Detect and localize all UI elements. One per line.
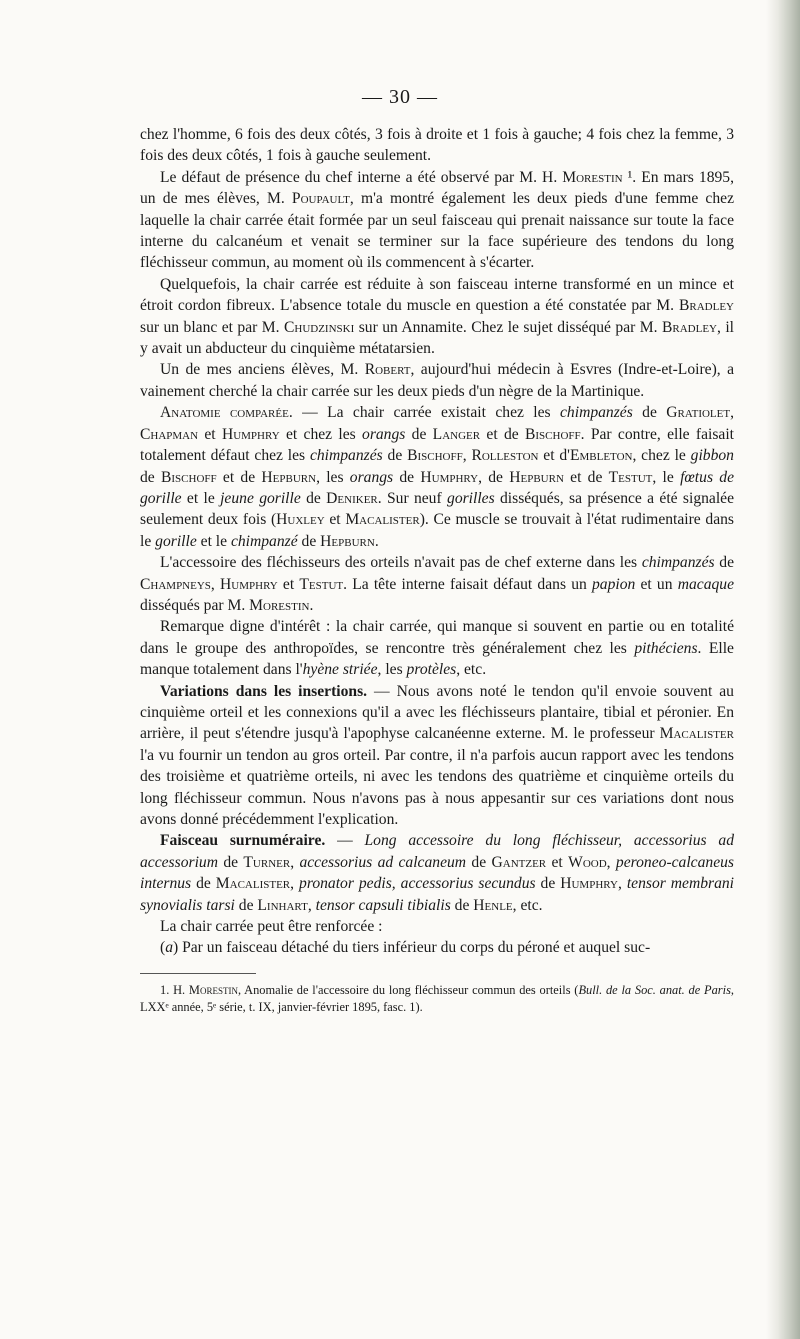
text-run: . xyxy=(309,596,314,614)
italic-term: papion xyxy=(591,575,636,593)
body-text xyxy=(140,124,734,1016)
name-smallcaps: Hepburn xyxy=(261,468,317,486)
page-edge-shadow xyxy=(766,0,800,1339)
name-smallcaps: Chapman xyxy=(140,425,199,443)
text-run: et de xyxy=(216,468,262,486)
name-smallcaps: Humphry xyxy=(220,575,278,593)
name-smallcaps: Poupault xyxy=(291,190,350,208)
italic-term: Bull. de la Soc. anat. de Paris xyxy=(578,982,731,997)
name-smallcaps: Bradley xyxy=(678,297,734,315)
text-run: disséqués, sa présence a été signalée seulement deux fois ( xyxy=(140,489,735,529)
text-run: — La chair carrée existait chez les xyxy=(292,404,561,422)
name-smallcaps: Deniker xyxy=(326,489,378,507)
italic-term: tensor capsuli tibialis xyxy=(315,896,451,914)
text-run: ( xyxy=(160,939,166,957)
paragraph xyxy=(140,616,734,680)
text-run: de xyxy=(466,853,492,871)
text-run: et d' xyxy=(538,447,570,465)
name-smallcaps: Macalister xyxy=(659,725,734,743)
text-run: . xyxy=(374,532,379,550)
name-smallcaps: Macalister xyxy=(345,511,420,529)
text-run: et un xyxy=(635,575,678,593)
paragraph xyxy=(140,830,734,916)
text-run: , LXXᵉ année, 5ᵉ série, t. IX, janvier-février 1895, fasc. 1). xyxy=(140,982,735,1014)
text-run: ¹. En mars 1895, un de mes élèves, M. xyxy=(140,168,734,208)
italic-term: tensor membrani synovialis tarsi xyxy=(140,875,735,914)
text-run: , xyxy=(210,575,221,593)
name-smallcaps: Turner xyxy=(243,853,291,871)
name-smallcaps: Hepburn xyxy=(509,468,564,486)
name-smallcaps: Hepburn xyxy=(320,532,375,550)
italic-term: Long accessoire du long fléchisseur, accessorius ad accessorium xyxy=(140,832,735,871)
text-run: — Nous avons noté le tendon qu'il envoie souvent au cinquième orteil et les connexions qu'il a avec les fléchisseurs plantaire, tibial et péronier. En arrière, il peut s'étendre jusqu'à l'apophyse calcanéenne externe. M. le professeur xyxy=(140,682,734,743)
text-run: de xyxy=(393,468,421,486)
paragraph xyxy=(140,552,734,616)
text-run: de xyxy=(535,875,561,893)
text-run: et chez les xyxy=(279,425,363,443)
name-smallcaps: Rolleston xyxy=(471,447,539,465)
text-run: , xyxy=(290,853,300,871)
text-run: disséqués par M. xyxy=(140,596,250,614)
text-run: sur un blanc et par M. xyxy=(140,318,284,336)
name-smallcaps: Anatomie comparée. xyxy=(160,404,293,422)
italic-term: protèles xyxy=(406,661,457,679)
text-run: de xyxy=(632,404,667,422)
name-smallcaps: Embleton xyxy=(569,447,633,465)
text-run: de xyxy=(300,489,327,507)
italic-term: gorille xyxy=(155,532,197,550)
paragraph xyxy=(140,124,734,167)
text-run: Remarque digne d'intérêt : la chair carrée, qui manque si souvent en partie ou en totalité dans le groupe des anthropoïdes, se rencontre très généralement chez les xyxy=(140,618,734,657)
name-smallcaps: Gantzer xyxy=(491,853,547,871)
italic-term: hyène striée xyxy=(302,661,378,679)
name-smallcaps: Bradley xyxy=(661,318,717,336)
footnote-rule xyxy=(140,973,256,974)
text-run: et xyxy=(198,425,222,443)
text-run: , il y avait un abducteur du cinquième métatarsien. xyxy=(140,318,734,358)
bold-heading: Variations dans les insertions. xyxy=(160,682,368,700)
name-smallcaps: Gratiolet xyxy=(666,404,731,422)
paragraph xyxy=(140,937,734,958)
paragraph xyxy=(140,359,734,402)
text-run: sur un Annamite. Chez le sujet disséqué par M. xyxy=(354,318,662,336)
text-run: de xyxy=(450,896,474,914)
text-run: . Elle manque totalement dans l' xyxy=(140,639,734,679)
name-smallcaps: Linhart xyxy=(257,896,308,914)
name-smallcaps: Langer xyxy=(432,425,481,443)
text-run: Un de mes anciens élèves, M. xyxy=(160,361,365,379)
text-run: et le xyxy=(181,489,221,507)
paragraph xyxy=(140,681,734,831)
text-run: . Sur neuf xyxy=(377,489,448,507)
text-run: La chair carrée peut être renforcée : xyxy=(160,918,383,936)
text-run: de xyxy=(297,532,321,550)
italic-term: orangs xyxy=(349,468,394,486)
paragraph xyxy=(140,916,734,937)
name-smallcaps: Humphry xyxy=(420,468,479,486)
text-run: L'accessoire des fléchisseurs des orteils n'avait pas de chef externe dans les xyxy=(160,554,642,572)
text-run: , etc. xyxy=(456,661,487,679)
text-run: . Par contre, elle faisait totalement défaut chez les xyxy=(140,425,735,465)
italic-term: pithéciens xyxy=(634,639,698,657)
name-smallcaps: Robert xyxy=(364,361,411,379)
text-run: ). Ce muscle se trouvait à l'état rudimentaire dans le xyxy=(140,511,734,550)
italic-term: chimpanzé xyxy=(230,532,298,550)
text-run: — xyxy=(325,832,365,850)
text-run: et le xyxy=(196,532,231,550)
name-smallcaps: Bischoff xyxy=(407,447,463,465)
italic-term: accessorius ad calcaneum xyxy=(299,853,467,871)
name-smallcaps: Champneys xyxy=(140,575,211,593)
text-run: de xyxy=(140,468,161,486)
italic-term: macaque xyxy=(677,575,735,593)
text-run: , xyxy=(307,896,316,914)
italic-term: chimpanzés xyxy=(309,447,383,465)
text-run: de xyxy=(405,425,433,443)
text-run: , m'a montré également les deux pieds d'une femme chez laquelle la chair carrée était formée par un seul faisceau qui prenait naissance sur toute la face interne du calcanéum et venait se terminer sur la face supérieure des tendons du long fléchisseur commun, au moment où ils commencent à s'écarter. xyxy=(140,190,734,272)
page-number: — 30 — xyxy=(362,86,438,108)
text-run: Le défaut de présence du chef interne a été observé par M. H. xyxy=(160,168,563,186)
text-run: , xyxy=(730,404,734,422)
name-smallcaps: Morestin xyxy=(562,168,623,186)
name-smallcaps: Bischoff xyxy=(524,425,581,443)
name-smallcaps: Humphry xyxy=(221,425,280,443)
name-smallcaps: Chudzinski xyxy=(283,318,355,336)
text-run: et de xyxy=(480,425,525,443)
text-run: , les xyxy=(377,661,407,679)
text-run: , Anomalie de l'accessoire du long fléchisseur commun des orteils ( xyxy=(237,982,579,997)
italic-term: chimpanzés xyxy=(641,554,715,572)
text-run: , xyxy=(617,875,627,893)
text-run: , xyxy=(606,853,616,871)
paragraph xyxy=(140,402,734,552)
text-run: de xyxy=(191,875,216,893)
text-run: de xyxy=(234,896,258,914)
paragraph xyxy=(140,167,734,274)
name-smallcaps: Huxley xyxy=(276,511,325,529)
text-run: , chez le xyxy=(632,447,691,465)
italic-term: a xyxy=(165,939,173,957)
name-smallcaps: Macalister xyxy=(215,875,291,893)
italic-term: jeune gorille xyxy=(220,489,301,507)
name-smallcaps: Testut xyxy=(608,468,653,486)
text-run: et xyxy=(277,575,300,593)
footnote xyxy=(140,982,734,1016)
paragraph xyxy=(140,274,734,360)
name-smallcaps: Testut xyxy=(299,575,344,593)
text-run: , aujourd'hui médecin à Esvres (Indre-et-Loire), a vainement cherché la chair carrée sur les deux pieds d'un nègre de la Martinique. xyxy=(140,361,734,400)
name-smallcaps: Morestin xyxy=(249,596,310,614)
text-run: et xyxy=(324,511,346,529)
italic-term: gibbon xyxy=(690,447,734,465)
text-run: et xyxy=(546,853,569,871)
text-run: , etc. xyxy=(512,896,543,914)
text-run: , de xyxy=(478,468,510,486)
name-smallcaps: Morestin xyxy=(188,982,238,997)
text-run: , les xyxy=(316,468,350,486)
bold-heading: Faisceau surnuméraire. xyxy=(160,832,326,850)
text-run: 1. H. xyxy=(160,982,189,997)
text-run: de xyxy=(714,554,734,572)
text-run: l'a vu fournir un tendon au gros orteil. Par contre, il n'a parfois aucun rapport avec les tendons des troisième et quatrième orteils, ni avec les tendons des quatrième et cinquième orteils du long fléchisseur commun. Nous n'avons pas à nous appesantir sur ces variations dont nous avons donné précédemment l'explication. xyxy=(140,746,734,828)
text-run: de xyxy=(217,853,244,871)
italic-term: peroneo-calcaneus internus xyxy=(140,853,734,893)
italic-term: gorilles xyxy=(447,489,495,507)
text-run: , xyxy=(462,447,472,465)
text-run: . La tête interne faisait défaut dans un xyxy=(343,575,592,593)
text-run: , le xyxy=(652,468,681,486)
italic-term: pronator pedis, accessorius secundus xyxy=(299,875,536,893)
name-smallcaps: Wood xyxy=(568,853,607,871)
text-run: chez l'homme, 6 fois des deux côtés, 3 fois à droite et 1 fois à gauche; 4 fois chez la femme, 3 fois des deux côtés, 1 fois à gauche seulement. xyxy=(140,126,734,165)
text-run: de xyxy=(382,447,408,465)
name-smallcaps: Bischoff xyxy=(160,468,217,486)
text-run: , xyxy=(290,875,300,893)
text-run: Quelquefois, la chair carrée est réduite à son faisceau interne transformé en un mince et étroit cordon fibreux. L'absence totale du muscle en question a été constatée par M. xyxy=(140,275,734,315)
name-smallcaps: Humphry xyxy=(560,875,618,893)
name-smallcaps: Henle xyxy=(473,896,513,914)
italic-term: fœtus de gorille xyxy=(140,468,734,507)
text-run: et de xyxy=(563,468,609,486)
text-run: ) Par un faisceau détaché du tiers inférieur du corps du péroné et auquel suc- xyxy=(173,939,651,957)
paragraph-list xyxy=(140,124,734,959)
italic-term: chimpanzés xyxy=(560,404,633,422)
italic-term: orangs xyxy=(362,425,406,443)
